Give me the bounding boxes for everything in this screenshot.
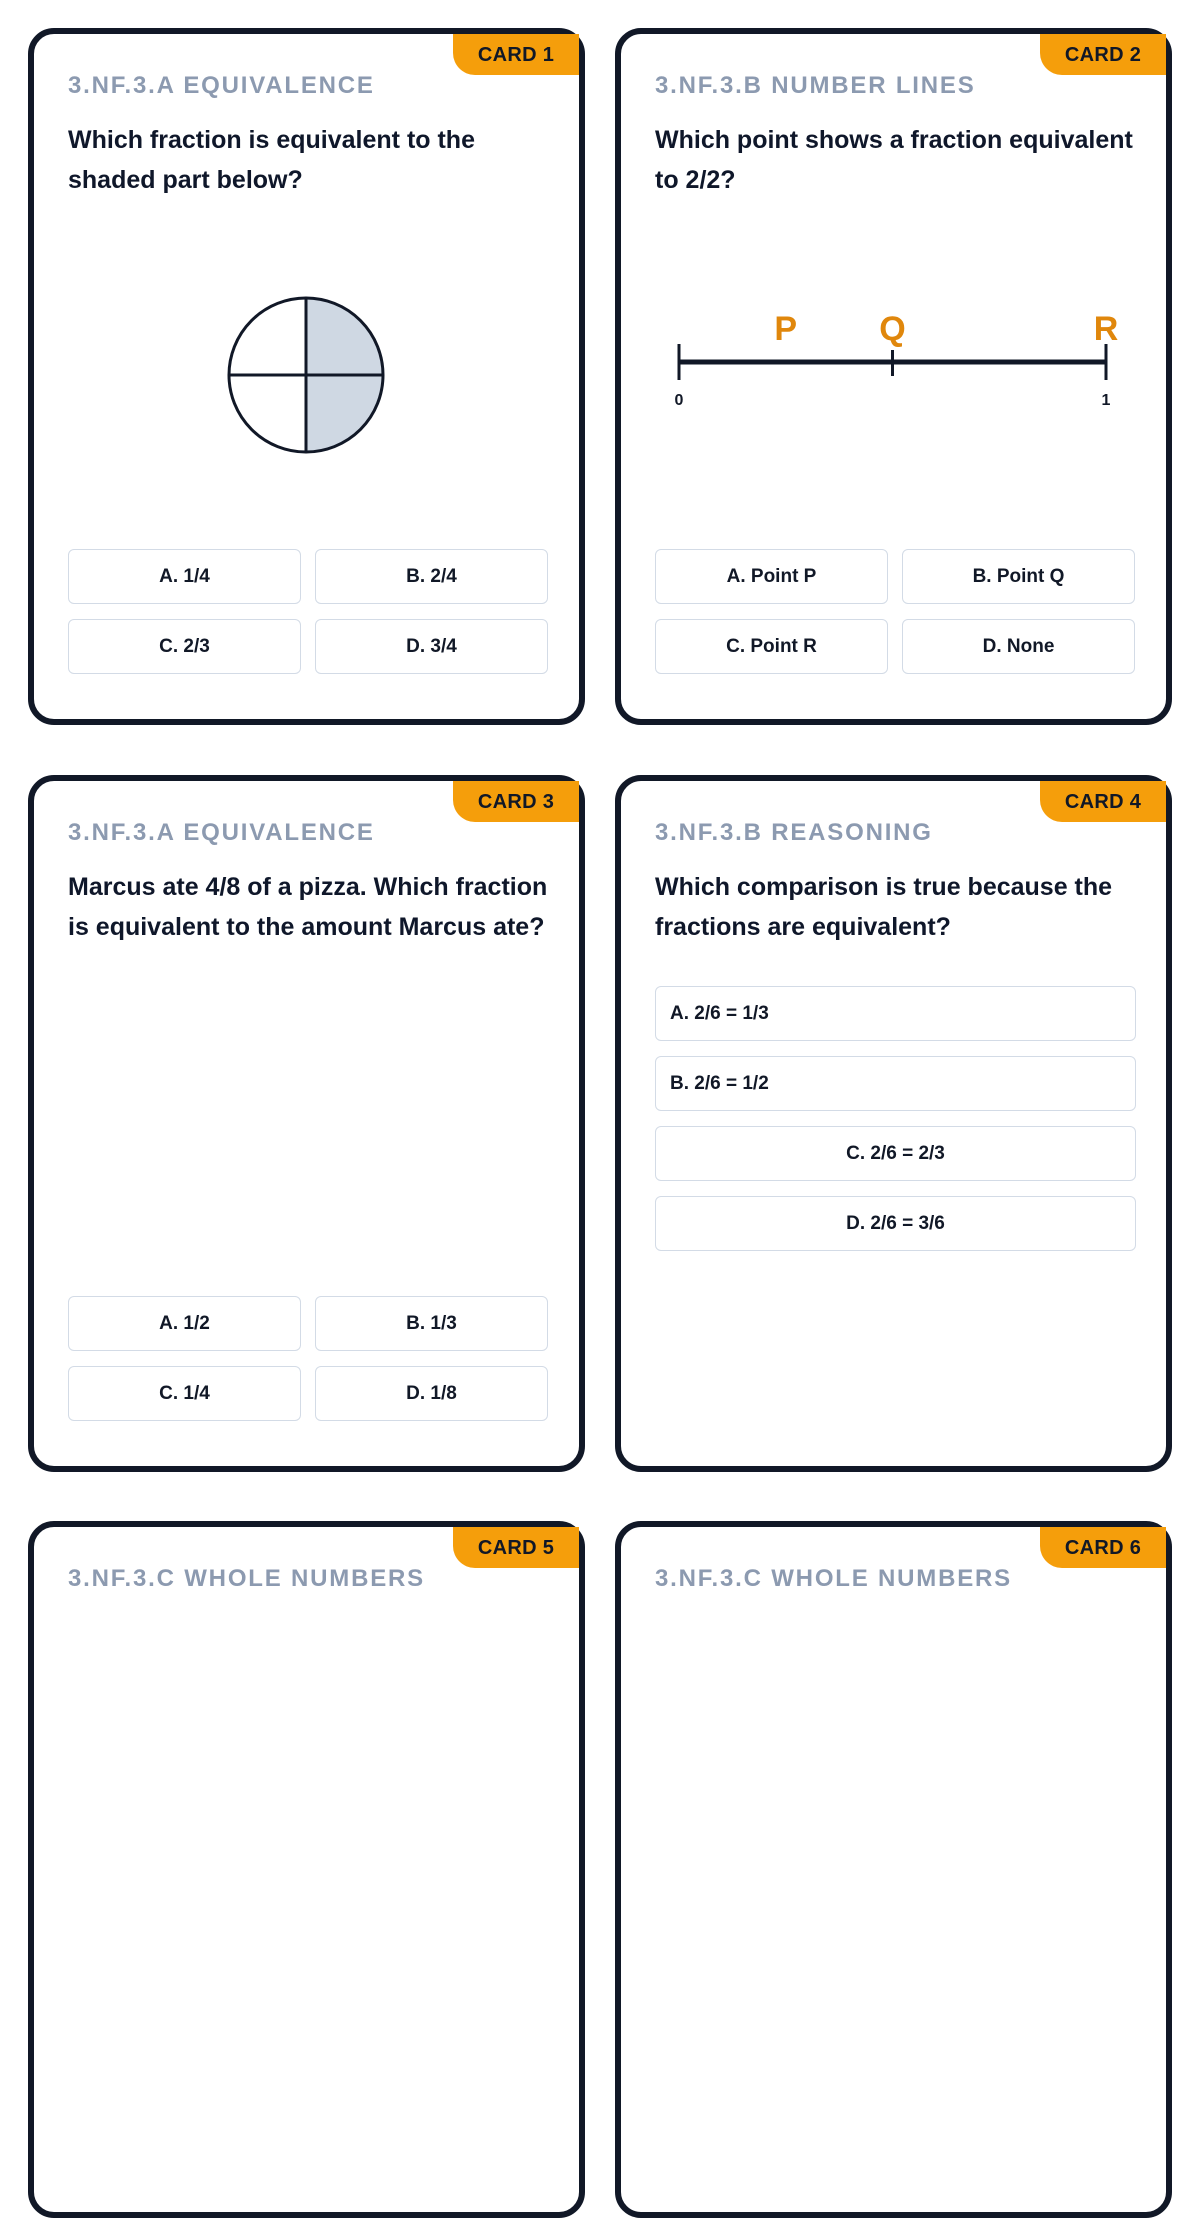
question-card-2 — [615, 28, 1172, 725]
choice-c[interactable]: C. 1/4 — [68, 1366, 301, 1421]
question-card-5 — [28, 1521, 585, 2218]
choice-d[interactable]: D. None — [902, 619, 1135, 674]
standard-label: 3.NF.3.C WHOLE NUMBERS — [655, 1565, 1012, 1592]
choice-a[interactable]: A. Point P — [655, 549, 888, 604]
choice-d[interactable]: D. 1/8 — [315, 1366, 548, 1421]
choice-b[interactable]: B. 2/4 — [315, 549, 548, 604]
choice-a[interactable]: A. 1/4 — [68, 549, 301, 604]
question-card-1 — [28, 28, 585, 725]
question-card-4 — [615, 775, 1172, 1472]
question-text: Which comparison is true because the fractions are equivalent? — [655, 873, 1113, 941]
choice-b[interactable]: B. 2/6 = 1/2 — [655, 1056, 1136, 1111]
choice-a[interactable]: A. 2/6 = 1/3 — [655, 986, 1136, 1041]
standard-label: 3.NF.3.A EQUIVALENCE — [68, 819, 375, 846]
standard-label: 3.NF.3.C WHOLE NUMBERS — [68, 1565, 425, 1592]
choice-a[interactable]: A. 1/2 — [68, 1296, 301, 1351]
end-label: 1 — [1101, 392, 1111, 409]
choice-c[interactable]: C. 2/6 = 2/3 — [655, 1126, 1136, 1181]
question-card-6 — [615, 1521, 1172, 2218]
start-label: 0 — [674, 392, 684, 409]
question-text: Which fraction is equivalent to the shaded part below? — [68, 126, 475, 194]
point-label-p: P — [774, 310, 798, 348]
choice-b[interactable]: B. Point Q — [902, 549, 1135, 604]
choice-c[interactable]: C. 2/3 — [68, 619, 301, 674]
card-badge: CARD 1 — [453, 34, 579, 75]
card-badge: CARD 6 — [1040, 1527, 1166, 1568]
question-text: Which point shows a fraction equivalent to 2/2? — [655, 126, 1133, 194]
standard-label: 3.NF.3.B NUMBER LINES — [655, 72, 976, 99]
standard-label: 3.NF.3.B REASONING — [655, 819, 933, 846]
number-line-figure — [641, 304, 1119, 434]
question-text: Marcus ate 4/8 of a pizza. Which fraction is equivalent to the amount Marcus ate? — [68, 873, 548, 941]
card-badge: CARD 5 — [453, 1527, 579, 1568]
question-card-3 — [28, 775, 585, 1472]
standard-label: 3.NF.3.A EQUIVALENCE — [68, 72, 375, 99]
point-label-r: R — [1093, 310, 1119, 348]
choice-d[interactable]: D. 3/4 — [315, 619, 548, 674]
choice-b[interactable]: B. 1/3 — [315, 1296, 548, 1351]
card-badge: CARD 4 — [1040, 781, 1166, 822]
choice-c[interactable]: C. Point R — [655, 619, 888, 674]
card-badge: CARD 2 — [1040, 34, 1166, 75]
point-label-q: Q — [879, 310, 906, 348]
circle-fraction-figure — [221, 290, 391, 460]
choice-d[interactable]: D. 2/6 = 3/6 — [655, 1196, 1136, 1251]
card-badge: CARD 3 — [453, 781, 579, 822]
